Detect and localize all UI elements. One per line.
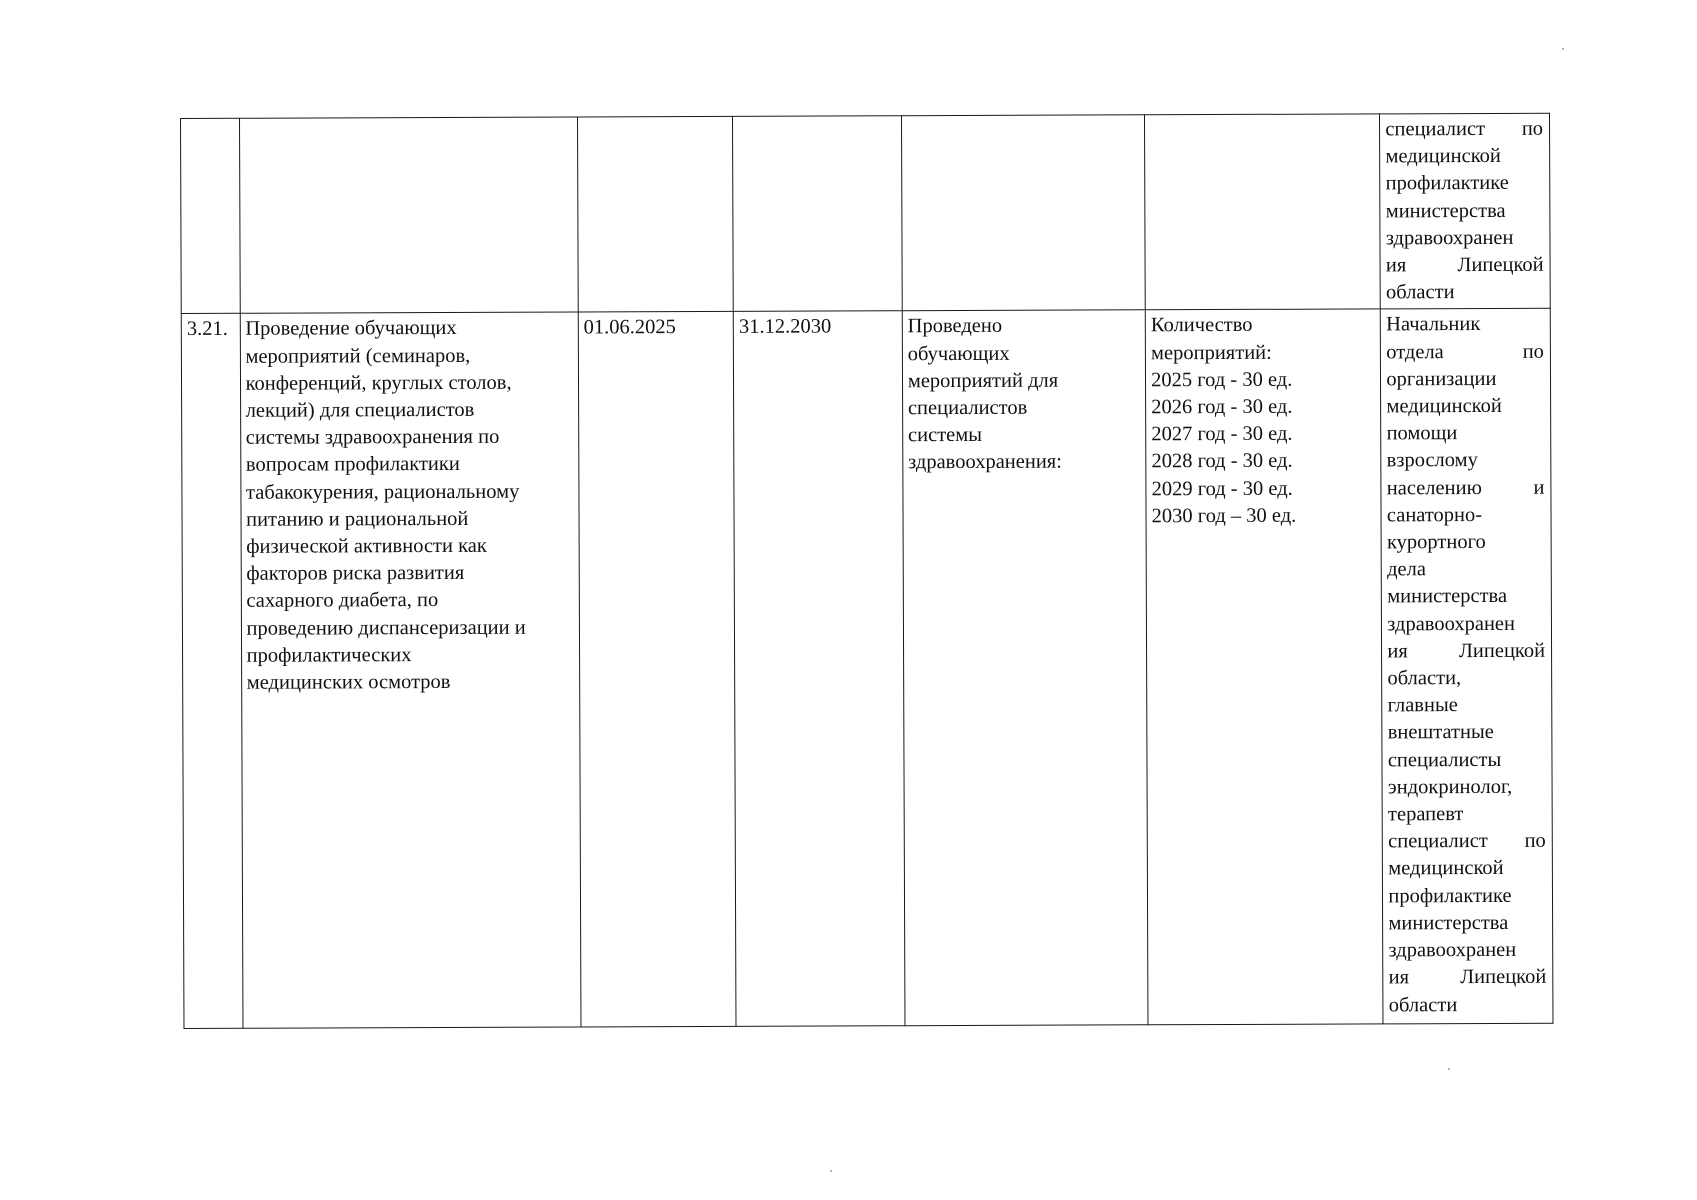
table-row-continuation: [181, 113, 1551, 314]
text-line: здравоохранения:: [908, 451, 1062, 474]
cell-number-empty: [181, 118, 240, 314]
text-line: главные: [1387, 694, 1458, 717]
cell-start-date: 01.06.2025: [578, 312, 736, 1028]
text-line: специалист по: [1385, 117, 1544, 141]
text-line: курортного: [1386, 531, 1486, 554]
text-line: Начальник: [1386, 313, 1481, 336]
cell-number: 3.21.: [181, 314, 242, 1029]
text-line: специалистов: [907, 396, 1028, 420]
text-line: мероприятий (семинаров,: [245, 344, 471, 368]
text-line: проведению диспансеризации и: [246, 616, 526, 640]
text-line: 2027 год - 30 ед.: [1151, 422, 1293, 446]
text-line: ия Липецкой: [1388, 966, 1547, 989]
text-line: отдела по: [1386, 340, 1544, 363]
text-line: системы: [907, 424, 983, 447]
text-line: взрослому: [1386, 449, 1478, 472]
text-line: ия Липецкой: [1387, 639, 1546, 663]
text-line: физической активности как: [246, 534, 487, 558]
text-line: вопросам профилактики: [245, 453, 460, 477]
scan-speck: [1448, 1068, 1450, 1070]
text-line: табакокурения, рациональному: [245, 480, 520, 504]
text-line: медицинских осмотров: [246, 671, 451, 694]
cell-result-empty: [901, 115, 1145, 311]
text-line: системы здравоохранения по: [245, 426, 500, 449]
cell-name-empty: [239, 117, 578, 314]
text-line: эндокринолог,: [1387, 775, 1513, 799]
text-line: конференций, круглых столов,: [245, 371, 512, 395]
text-line: 2025 год - 30 ед.: [1151, 368, 1293, 392]
cell-result: [902, 310, 1148, 1026]
scan-speck: [1562, 48, 1564, 50]
text-line: министерства: [1385, 199, 1506, 222]
cell-indicator-empty: [1145, 114, 1381, 310]
text-line: медицинской: [1386, 394, 1502, 418]
cell-indicator: [1145, 309, 1383, 1025]
text-line: питанию и рациональной: [246, 507, 469, 531]
text-line: области,: [1387, 667, 1462, 690]
text-line: населению и: [1386, 476, 1545, 500]
cell-responsible: [1381, 309, 1553, 1025]
text-line: санаторно-: [1386, 503, 1483, 527]
cell-activity-name: [240, 312, 581, 1028]
text-line: Количество: [1150, 314, 1253, 337]
text-line: профилактике: [1388, 884, 1512, 908]
text-line: профилактике: [1385, 172, 1509, 195]
text-line: дела: [1387, 558, 1426, 581]
text-line: 2030 год – 30 ед.: [1151, 504, 1297, 528]
text-line: обучающих: [907, 342, 1010, 365]
text-line: сахарного диабета, по: [246, 589, 439, 613]
text-line: терапевт: [1387, 803, 1464, 826]
cell-end-date: 31.12.2030: [733, 311, 904, 1027]
text-line: 2029 год - 30 ед.: [1151, 477, 1293, 500]
text-line: здравоохранен: [1388, 938, 1517, 962]
cell-responsible-continued: [1380, 113, 1550, 309]
table-row: [181, 309, 1553, 1029]
text-line: министерства: [1388, 911, 1509, 935]
text-line: 2028 год - 30 ед.: [1151, 450, 1293, 473]
text-line: помощи: [1386, 422, 1458, 445]
text-line: мероприятий для: [907, 369, 1059, 393]
text-line: организации: [1386, 367, 1497, 391]
text-line: факторов риска развития: [246, 562, 465, 585]
text-line: Проведено: [907, 315, 1003, 338]
cell-end-empty: [733, 116, 902, 312]
text-line: здравоохранен: [1385, 226, 1514, 250]
text-line: ия Липецкой: [1385, 253, 1544, 277]
text-line: специалист по: [1388, 830, 1546, 853]
text-line: специалисты: [1387, 748, 1502, 772]
text-line: Проведение обучающих: [245, 317, 457, 341]
text-line: внештатные: [1387, 721, 1494, 744]
text-line: мероприятий:: [1150, 341, 1272, 364]
text-line: профилактических: [246, 643, 412, 667]
text-line: лекций) для специалистов: [245, 398, 475, 422]
text-line: медицинской: [1388, 857, 1504, 880]
cell-start-empty: [577, 116, 733, 312]
text-line: области: [1385, 281, 1455, 304]
text-line: 2026 год - 30 ед.: [1151, 395, 1293, 419]
text-line: медицинской: [1385, 145, 1501, 168]
text-line: области: [1388, 993, 1458, 1016]
scan-speck: [830, 1170, 832, 1172]
text-line: министерства: [1387, 585, 1508, 608]
text-line: здравоохранен: [1387, 612, 1516, 636]
activity-table: [180, 113, 1553, 1030]
